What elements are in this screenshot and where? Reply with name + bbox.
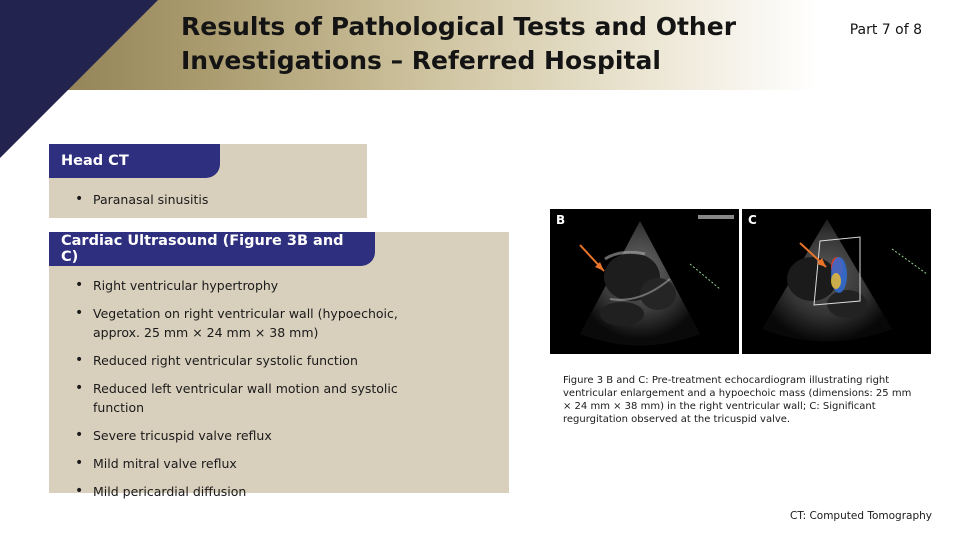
head-ct-heading: Head CT <box>49 144 220 178</box>
cardiac-heading: Cardiac Ultrasound (Figure 3B and C) <box>49 232 375 266</box>
cardiac-list <box>75 276 435 510</box>
footnote: CT: Computed Tomography <box>789 510 932 522</box>
echo-image-c <box>742 209 931 354</box>
cardiac-panel <box>49 232 509 499</box>
list-item: • Severe tricuspid valve reflux <box>75 426 435 445</box>
list-item: • Mild mitral valve reflux <box>75 454 435 473</box>
echo-c-graphic <box>742 209 931 354</box>
list-item: • Vegetation on right ventricular wall (hypoechoic, approx. 25 mm × 24 mm × 38 mm) <box>75 304 435 342</box>
list-item: • Reduced left ventricular wall motion and systolic function <box>75 379 435 417</box>
part-indicator: Part 7 of 8 <box>849 22 922 38</box>
echo-image-b <box>550 209 739 354</box>
list-item: • Mild pericardial diffusion <box>75 482 435 501</box>
echo-b-label: B <box>556 213 566 227</box>
figure-caption: Figure 3 B and C: Pre-treatment echocardiogram illustrating right ventricular enlargement and a hypoechoic mass (dimensions: 25 mm × 24 mm × 38 mm) in the right ventricular wall; C: Significant regurgitation observed at the tricuspid valve. <box>563 375 912 425</box>
list-item: • Reduced right ventricular systolic function <box>75 351 435 370</box>
head-ct-list <box>75 190 355 218</box>
list-item: • Right ventricular hypertrophy <box>75 276 435 295</box>
echo-b-graphic <box>550 209 739 354</box>
head-ct-panel <box>49 144 367 218</box>
page-title: Results of Pathological Tests and Other Investigations – Referred Hospital <box>181 12 737 75</box>
echo-c-label: C <box>748 213 757 227</box>
list-item: • Paranasal sinusitis <box>75 190 355 209</box>
corner-decoration <box>0 0 160 160</box>
